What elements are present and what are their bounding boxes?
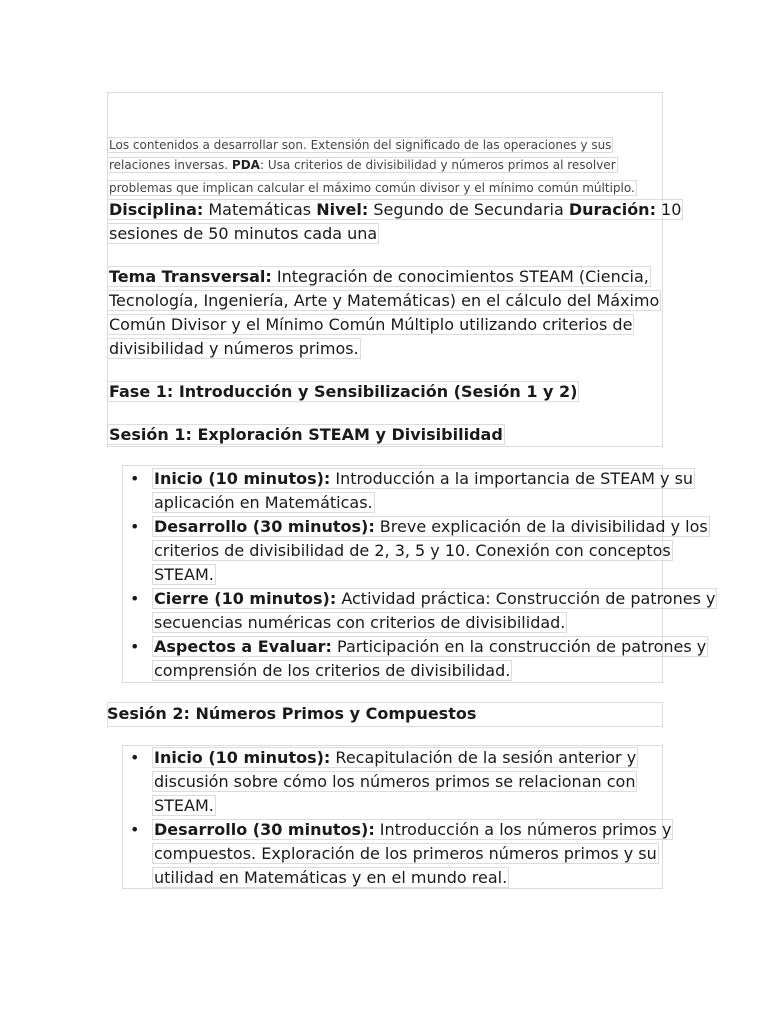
- s1-aspectos-l1: Aspectos a Evaluar: Participación en la construcción de patrones y: [154, 637, 707, 656]
- intro-line-2: relaciones inversas. PDA: Usa criterios de divisibilidad y números primos al resolver: [109, 158, 616, 172]
- s1-desarrollo-l3: STEAM.: [154, 565, 214, 584]
- intro-line-3: problemas que implican calcular el máximo común divisor y el mínimo común múltiplo.: [109, 181, 635, 195]
- s2-desarrollo-l3: utilidad en Matemáticas y en el mundo real.: [154, 868, 508, 887]
- meta-line-1: Disciplina: Matemáticas Nivel: Segundo de Secundaria Duración: 10: [109, 200, 682, 219]
- s2-desarrollo-l1: Desarrollo (30 minutos): Introducción a los números primos y: [154, 820, 672, 839]
- pda-label: PDA: [231, 158, 260, 172]
- s1-desarrollo-l1: Desarrollo (30 minutos): Breve explicación de la divisibilidad y los: [154, 517, 708, 536]
- s2-inicio-l2: discusión sobre cómo los números primos se relacionan con: [154, 772, 636, 791]
- tema-line-2: Tecnología, Ingeniería, Arte y Matemáticas) en el cálculo del Máximo: [109, 291, 660, 310]
- tema-line-1: Tema Transversal: Integración de conocimientos STEAM (Ciencia,: [109, 267, 649, 286]
- s1-cierre-l1: Cierre (10 minutos): Actividad práctica: Construcción de patrones y: [154, 589, 716, 608]
- intro-line-1: Los contenidos a desarrollar son. Extensión del significado de las operaciones y sus: [109, 138, 612, 152]
- session2-heading: Sesión 2: Números Primos y Compuestos: [107, 704, 477, 723]
- tema-line-4: divisibilidad y números primos.: [109, 339, 359, 358]
- bullet: •: [130, 517, 140, 536]
- s1-inicio-l2: aplicación en Matemáticas.: [154, 493, 373, 512]
- s2-inicio-l3: STEAM.: [154, 796, 214, 815]
- bullet: •: [130, 469, 140, 488]
- s1-inicio-l1: Inicio (10 minutos): Introducción a la importancia de STEAM y su: [154, 469, 694, 488]
- meta-line-2: sesiones de 50 minutos cada una: [109, 224, 378, 243]
- tema-line-3: Común Divisor y el Mínimo Común Múltiplo utilizando criterios de: [109, 315, 633, 334]
- s2-desarrollo-l2: compuestos. Exploración de los primeros números primos y su: [154, 844, 657, 863]
- bullet: •: [130, 820, 140, 839]
- s1-desarrollo-l2: criterios de divisibilidad de 2, 3, 5 y 10. Conexión con conceptos: [154, 541, 671, 560]
- bullet: •: [130, 637, 140, 656]
- s1-cierre-l2: secuencias numéricas con criterios de divisibilidad.: [154, 613, 566, 632]
- fase1-heading: Fase 1: Introducción y Sensibilización (Sesión 1 y 2): [109, 382, 578, 401]
- bullet: •: [130, 748, 140, 767]
- s2-inicio-l1: Inicio (10 minutos): Recapitulación de la sesión anterior y: [154, 748, 637, 767]
- bullet: •: [130, 589, 140, 608]
- s1-aspectos-l2: comprensión de los criterios de divisibilidad.: [154, 661, 511, 680]
- session1-heading: Sesión 1: Exploración STEAM y Divisibilidad: [109, 425, 503, 444]
